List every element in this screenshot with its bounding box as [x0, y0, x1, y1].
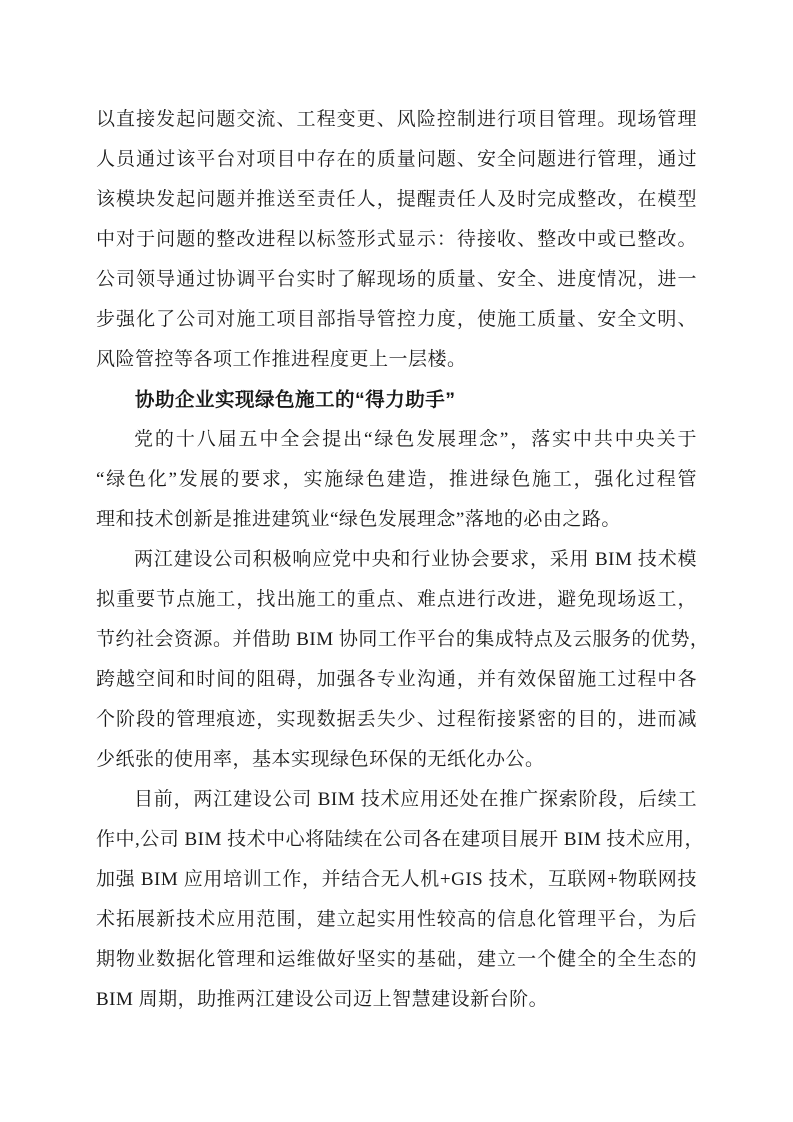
- text-line: 风险管控等各项工作推进程度更上一层楼。: [96, 349, 467, 370]
- text-line: 术拓展新技术应用范围，建立起实用性较高的信息化管理平台，为后: [96, 909, 697, 930]
- text-line: 该模块发起问题并推送至责任人，提醒责任人及时完成整改，在模型: [96, 189, 697, 210]
- text-line: 人员通过该平台对项目中存在的质量问题、安全问题进行管理，通过: [96, 149, 697, 170]
- paragraph: [96, 540, 710, 780]
- text-line: BIM 周期，助推两江建设公司迈上智慧建设新台阶。: [96, 989, 549, 1010]
- paragraph: [96, 780, 705, 1020]
- text-line: 两江建设公司积极响应党中央和行业协会要求，采用 BIM 技术模: [134, 549, 697, 570]
- document-content: [96, 100, 710, 1020]
- text-line: 拟重要节点施工，找出施工的重点、难点进行改进，避免现场返工，: [96, 589, 697, 610]
- text-line: 党的十八届五中全会提出“绿色发展理念”，落实中共中央关于: [134, 429, 697, 450]
- text-line: 节约社会资源。并借助 BIM 协同工作平台的集成特点及云服务的优势，: [96, 629, 710, 650]
- text-line: 理和技术创新是推进建筑业“绿色发展理念”落地的必由之路。: [96, 509, 621, 530]
- text-line: 协助企业实现绿色施工的“得力助手”: [135, 389, 456, 411]
- text-line: 跨越空间和时间的阻碍，加强各专业沟通，并有效保留施工过程中各: [96, 669, 697, 690]
- text-line: 公司领导通过协调平台实时了解现场的质量、安全、进度情况，进一: [96, 269, 697, 290]
- text-line: 少纸张的使用率，基本实现绿色环保的无纸化办公。: [96, 749, 545, 770]
- text-line: 作中,公司 BIM 技术中心将陆续在公司各在建项目展开 BIM 技术应用，: [96, 829, 705, 850]
- text-line: 期物业数据化管理和运维做好坚实的基础，建立一个健全的全生态的: [96, 949, 697, 970]
- paragraph: [96, 420, 697, 540]
- text-line: 目前，两江建设公司 BIM 技术应用还处在推广探索阶段，后续工: [134, 789, 697, 810]
- text-line: “绿色化”发展的要求，实施绿色建造，推进绿色施工，强化过程管: [96, 469, 697, 490]
- section-heading: [96, 380, 697, 420]
- paragraph: [96, 100, 697, 380]
- text-line: 个阶段的管理痕迹，实现数据丢失少、过程衔接紧密的目的，进而减: [96, 709, 697, 730]
- text-line: 中对于问题的整改进程以标签形式显示：待接收、整改中或已整改。: [96, 229, 697, 250]
- text-line: 加强 BIM 应用培训工作，并结合无人机+GIS 技术，互联网+物联网技: [96, 869, 697, 890]
- text-line: 步强化了公司对施工项目部指导管控力度，使施工质量、安全文明、: [96, 309, 697, 330]
- text-line: 以直接发起问题交流、工程变更、风险控制进行项目管理。现场管理: [96, 109, 697, 130]
